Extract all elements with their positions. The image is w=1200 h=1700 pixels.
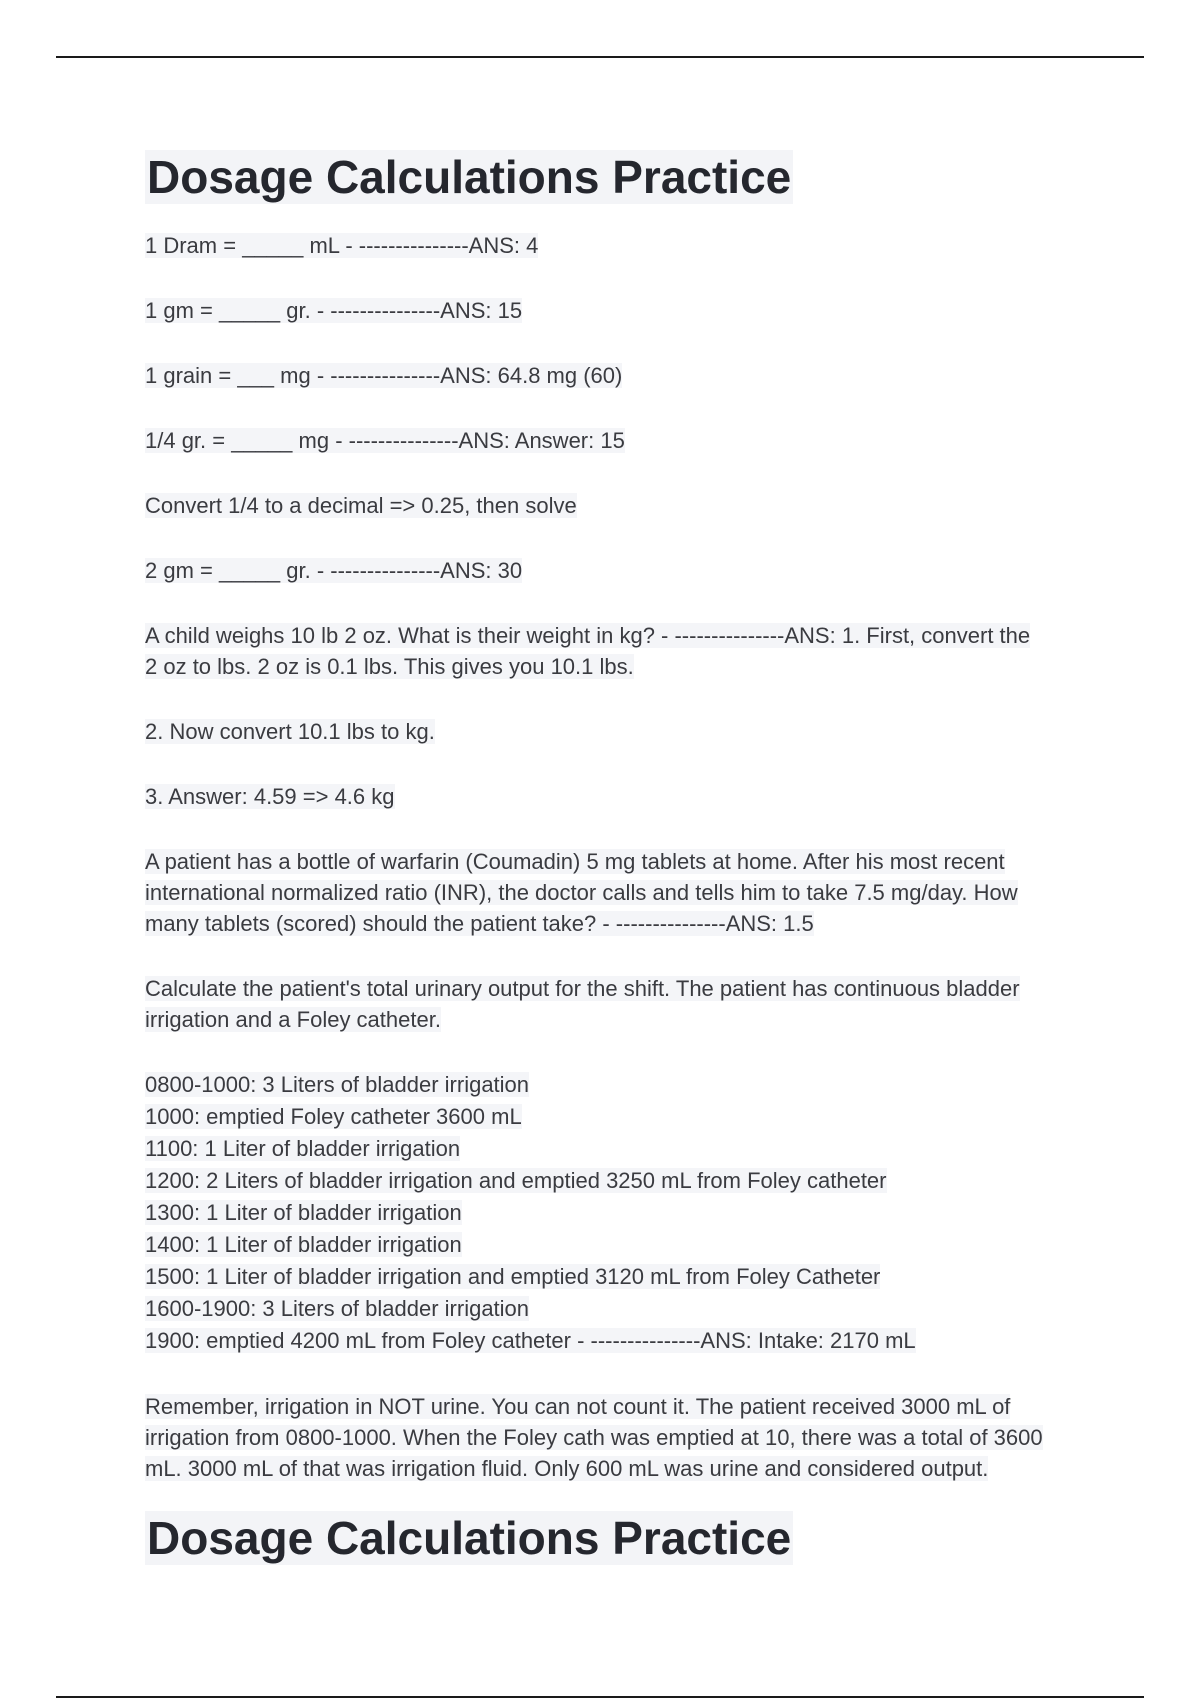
question-7: [145, 846, 1045, 939]
repeated-title: Dosage Calculations Practice: [147, 1512, 792, 1564]
question-6-step-2: [145, 716, 1045, 747]
timeline-item: 1100: 1 Liter of bladder irrigation: [145, 1136, 461, 1161]
question-1: [145, 230, 1045, 261]
question-2-text: 1 gm = _____ gr. - ---------------ANS: 15: [145, 298, 523, 323]
bottom-rule: [56, 1696, 1144, 1698]
timeline-item: 1900: emptied 4200 mL from Foley catheter - ---------------ANS: Intake: 2170 mL: [145, 1328, 916, 1353]
timeline-item: 0800-1000: 3 Liters of bladder irrigation: [145, 1072, 530, 1097]
question-3-text: 1 grain = ___ mg - ---------------ANS: 64.8 mg (60): [145, 363, 623, 388]
closing-text: Remember, irrigation in NOT urine. You can not count it. The patient received 3000 mL of irrigation from 0800-1000. When the Foley cath was emptied at 10, there was a total of 3600 mL. 3000 mL of that was irrigation fluid. Only 600 mL was urine and considered output.: [145, 1394, 1043, 1481]
timeline-list: [145, 1069, 1045, 1357]
question-6-step-2-text: 2. Now convert 10.1 lbs to kg.: [145, 719, 435, 744]
question-6-text: A child weighs 10 lb 2 oz. What is their weight in kg? - ---------------ANS: 1. First, convert the 2 oz to lbs. 2 oz is 0.1 lbs. This gives you 10.1 lbs.: [145, 623, 1031, 679]
question-4-text: 1/4 gr. = _____ mg - ---------------ANS: Answer: 15: [145, 428, 625, 453]
page-title: Dosage Calculations Practice: [147, 151, 792, 203]
question-8: [145, 973, 1045, 1035]
question-3: [145, 360, 1045, 391]
timeline-item: 1300: 1 Liter of bladder irrigation: [145, 1200, 462, 1225]
question-6-step-3: [145, 781, 1045, 812]
timeline-item: 1600-1900: 3 Liters of bladder irrigation: [145, 1296, 530, 1321]
question-6-step-3-text: 3. Answer: 4.59 => 4.6 kg: [145, 784, 395, 809]
question-1-text: 1 Dram = _____ mL - ---------------ANS: 4: [145, 233, 539, 258]
closing-paragraph: [145, 1391, 1045, 1484]
timeline-item: 1000: emptied Foley catheter 3600 mL: [145, 1104, 522, 1129]
question-5-text: 2 gm = _____ gr. - ---------------ANS: 30: [145, 558, 523, 583]
question-2: [145, 295, 1045, 326]
timeline-item: 1400: 1 Liter of bladder irrigation: [145, 1232, 462, 1257]
question-4-note: [145, 490, 1045, 521]
timeline-item: 1200: 2 Liters of bladder irrigation and emptied 3250 mL from Foley catheter: [145, 1168, 887, 1193]
question-6: [145, 620, 1045, 682]
question-5: [145, 555, 1045, 586]
question-8-text: Calculate the patient's total urinary output for the shift. The patient has continuous bladder irrigation and a Foley catheter.: [145, 976, 1020, 1032]
question-7-text: A patient has a bottle of warfarin (Coumadin) 5 mg tablets at home. After his most recent international normalized ratio (INR), the doctor calls and tells him to take 7.5 mg/day. How many tablets (scored) should the patient take? - ---------------ANS: 1.5: [145, 849, 1018, 936]
timeline-item: 1500: 1 Liter of bladder irrigation and emptied 3120 mL from Foley Catheter: [145, 1264, 881, 1289]
document-body: [145, 150, 1045, 1565]
top-rule: [56, 56, 1144, 58]
question-4: [145, 425, 1045, 456]
question-4-note-text: Convert 1/4 to a decimal => 0.25, then solve: [145, 493, 577, 518]
